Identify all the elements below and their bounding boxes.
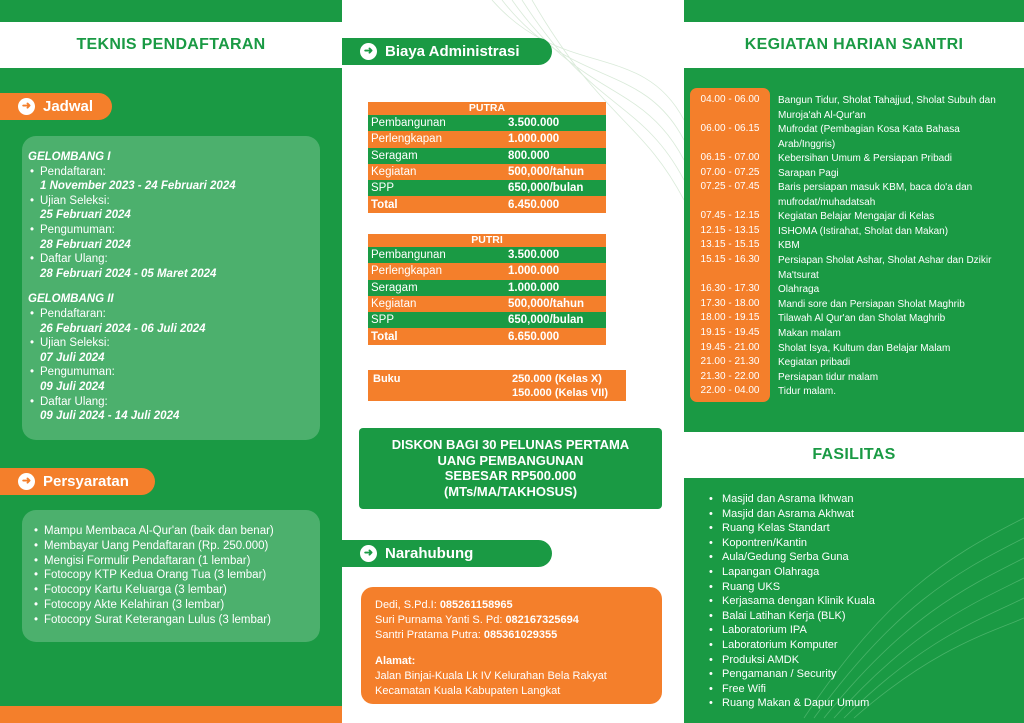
jadwal-item-date: 09 Juli 2024 - 14 Juli 2024 [40, 410, 180, 423]
kegiatan-row [690, 298, 1020, 313]
kegiatan-time: 16.30 - 17.30 [700, 283, 760, 294]
table-row [368, 115, 606, 131]
kegiatan-activity: Mufrodat (Pembagian Kosa Kata Bahasa Arab/Inggris) [778, 124, 960, 150]
kegiatan-activity: Bangun Tidur, Sholat Tahajjud, Sholat Subuh dan Muroja'ah Al-Qur'an [778, 95, 996, 121]
kegiatan-time: 06.15 - 07.00 [700, 152, 760, 163]
table-cell-value: 650,000/bulan [508, 314, 584, 327]
table-row [368, 247, 606, 263]
table-row [368, 312, 606, 328]
kegiatan-row [690, 371, 1020, 386]
fasilitas-item: • Ruang Kelas Standart [709, 521, 875, 536]
fasilitas-header [684, 432, 1024, 478]
alamat-label [375, 654, 662, 669]
table-row [368, 280, 606, 296]
kegiatan-row [690, 123, 1020, 152]
jadwal-pill [0, 93, 112, 120]
kegiatan-time: 17.30 - 18.00 [700, 298, 760, 309]
table-row [368, 164, 606, 180]
kegiatan-activity: ISHOMA (Istirahat, Sholat dan Makan) [778, 226, 949, 237]
jadwal-item-label: • Pendaftaran: [28, 165, 320, 180]
arrow-right-icon: ➜ [360, 545, 377, 562]
table-cell-value: 1.000.000 [508, 281, 560, 294]
alamat-line: Jalan Binjai-Kuala Lk IV Kelurahan Bela Rakyat [375, 670, 607, 682]
arrow-right-icon: ➜ [18, 473, 35, 490]
alamat-line: Kecamatan Kuala Kabupaten Langkat [375, 685, 561, 697]
table-cell-label: Perlengkapan [371, 133, 442, 146]
kegiatan-time: 18.00 - 19.15 [700, 312, 760, 323]
kontak-name: Suri Purnama Yanti S. Pd: [375, 614, 506, 626]
kontak-line [375, 628, 662, 643]
kegiatan-time: 04.00 - 06.00 [700, 94, 760, 105]
table-cell-value: 500,000/tahun [508, 298, 585, 311]
arrow-right-icon: ➜ [360, 43, 377, 60]
table-cell-value: 1.000.000 [508, 265, 560, 278]
kegiatan-row [690, 312, 1020, 327]
table-header: PUTRA [368, 102, 606, 115]
table-cell-value: 800.000 [508, 149, 550, 162]
kegiatan-time: 07.45 - 12.15 [700, 210, 760, 221]
table-row [368, 196, 606, 212]
table-cell-value: 3.500.000 [508, 117, 560, 130]
fasilitas-item: • Laboratorium IPA [709, 623, 875, 638]
kegiatan-time: 21.00 - 21.30 [700, 356, 760, 367]
kegiatan-activity: Kegiatan Belajar Mengajar di Kelas [778, 211, 935, 222]
table-cell-label: Seragam [371, 149, 418, 162]
table-row [368, 328, 606, 344]
fasilitas-item: • Balai Latihan Kerja (BLK) [709, 609, 875, 624]
kontak-phone: 085361029355 [483, 629, 558, 641]
buku-label: Buku [373, 373, 401, 385]
table-cell-value: 650,000/bulan [508, 182, 584, 195]
biaya-label: Biaya Administrasi [385, 43, 520, 60]
jadwal-item-label: • Ujian Seleksi: [28, 194, 320, 209]
putra-table [368, 102, 606, 213]
table-row [368, 296, 606, 312]
jadwal-box [22, 136, 320, 440]
persyaratan-label: Persyaratan [43, 473, 129, 490]
jadwal-item-label: • Daftar Ulang: [28, 395, 320, 410]
kegiatan-activity: Baris persiapan masuk KBM, baca do'a dan mufrodat/muhadatsah [778, 182, 973, 208]
diskon-line: (MTs/MA/TAKHOSUS) [443, 483, 578, 499]
persyaratan-item: • Fotocopy KTP Kedua Orang Tua (3 lembar) [32, 568, 320, 583]
biaya-pill [342, 38, 552, 65]
kegiatan-row [690, 210, 1020, 225]
kontak-name: Dedi, S.Pd.I: [375, 599, 440, 611]
kegiatan-activity: Olahraga [778, 284, 820, 295]
buku-value-vii: 150.000 (Kelas VII) [512, 387, 609, 399]
table-row [368, 180, 606, 196]
kegiatan-row [690, 385, 1020, 400]
teknis-title: TEKNIS PENDAFTARAN [76, 36, 266, 53]
kegiatan-row [690, 167, 1020, 182]
fasilitas-title: FASILITAS [812, 446, 896, 463]
jadwal-item-date: 1 November 2023 - 24 Februari 2024 [40, 180, 236, 193]
kegiatan-activity: Persiapan Sholat Ashar, Sholat Ashar dan Dzikir Ma'tsurat [778, 255, 992, 281]
persyaratan-item: • Fotocopy Surat Keterangan Lulus (3 lembar) [32, 613, 320, 628]
kegiatan-time: 19.45 - 21.00 [700, 342, 760, 353]
kegiatan-time: 06.00 - 06.15 [700, 123, 760, 134]
table-cell-value: 500,000/tahun [508, 166, 585, 179]
table-row [368, 263, 606, 279]
kegiatan-time: 07.00 - 07.25 [700, 167, 760, 178]
table-cell-label: Kegiatan [371, 166, 417, 179]
kegiatan-activity: Persiapan tidur malam [778, 372, 879, 383]
fasilitas-item: • Aula/Gedung Serba Guna [709, 550, 875, 565]
fasilitas-item: • Kerjasama dengan Klinik Kuala [709, 594, 875, 609]
table-cell-label: Seragam [371, 281, 418, 294]
kegiatan-row [690, 239, 1020, 254]
buku-box [368, 370, 626, 401]
kegiatan-row [690, 254, 1020, 283]
fasilitas-item: • Laboratorium Komputer [709, 638, 875, 653]
table-cell-label: SPP [371, 182, 395, 195]
persyaratan-item: • Mengisi Formulir Pendaftaran (1 lembar) [32, 554, 320, 569]
jadwal-item-label: • Pengumuman: [28, 223, 320, 238]
kontak-box [361, 587, 662, 704]
kegiatan-row [690, 181, 1020, 210]
fasilitas-list [709, 492, 875, 711]
kontak-line [375, 598, 662, 613]
diskon-line: DISKON BAGI 30 PELUNAS PERTAMA [391, 437, 630, 452]
kegiatan-row [690, 356, 1020, 371]
panel-teknis [0, 0, 342, 723]
table-row [368, 131, 606, 147]
kegiatan-time: 22.00 - 04.00 [700, 385, 760, 396]
arrow-right-icon: ➜ [18, 98, 35, 115]
jadwal-item-date: 28 Februari 2024 - 05 Maret 2024 [40, 267, 217, 280]
persyaratan-item: • Mampu Membaca Al-Qur'an (baik dan benar) [32, 524, 320, 539]
persyaratan-pill [0, 468, 155, 495]
kegiatan-time: 12.15 - 13.15 [700, 225, 760, 236]
persyaratan-item: • Fotocopy Akte Kelahiran (3 lembar) [32, 598, 320, 613]
kegiatan-activity: Tidur malam. [778, 386, 836, 397]
narahubung-pill [342, 540, 552, 567]
table-cell-label: Total [371, 330, 398, 343]
table-cell-value: 3.500.000 [508, 249, 560, 262]
fasilitas-item: • Free Wifi [709, 682, 875, 697]
table-cell-label: SPP [371, 314, 395, 327]
fasilitas-item: • Pengamanan / Security [709, 667, 875, 682]
alamat-label-text: Alamat: [375, 655, 416, 667]
kegiatan-row [690, 283, 1020, 298]
diskon-line: SEBESAR RP500.000 [444, 468, 577, 483]
kegiatan-activity: Makan malam [778, 328, 841, 339]
jadwal-item-date: 28 Februari 2024 [40, 238, 131, 251]
gelombang-title: GELOMBANG I [28, 151, 111, 163]
fasilitas-item: • Produksi AMDK [709, 653, 875, 668]
kegiatan-row [690, 225, 1020, 240]
bottom-strip [0, 706, 342, 723]
table-cell-label: Perlengkapan [371, 265, 442, 278]
persyaratan-item: • Membayar Uang Pendaftaran (Rp. 250.000) [32, 539, 320, 554]
spacer [28, 281, 320, 292]
persyaratan-box [22, 510, 320, 642]
fasilitas-item: • Kopontren/Kantin [709, 536, 875, 551]
narahubung-label: Narahubung [385, 545, 474, 562]
kegiatan-activity: Sarapan Pagi [778, 168, 839, 179]
buku-value-x: 250.000 (Kelas X) [512, 373, 602, 385]
fasilitas-item: • Masjid dan Asrama Akhwat [709, 507, 875, 522]
kegiatan-time: 19.15 - 19.45 [700, 327, 760, 338]
table-cell-label: Pembangunan [371, 117, 446, 130]
top-strip [0, 0, 342, 22]
table-cell-value: 1.000.000 [508, 133, 560, 146]
kegiatan-activity: Sholat Isya, Kultum dan Belajar Malam [778, 343, 951, 354]
kegiatan-row [690, 342, 1020, 357]
kegiatan-activity: KBM [778, 240, 800, 251]
jadwal-item-date: 07 Juli 2024 [40, 351, 105, 364]
fasilitas-item: • Ruang UKS [709, 580, 875, 595]
fasilitas-item: • Masjid dan Asrama Ikhwan [709, 492, 875, 507]
table-cell-label: Total [371, 198, 398, 211]
kegiatan-row [690, 152, 1020, 167]
kontak-phone: 085261158965 [439, 599, 513, 611]
putri-table [368, 234, 606, 345]
kegiatan-row [690, 94, 1020, 123]
table-cell-label: Kegiatan [371, 298, 417, 311]
teknis-header [0, 22, 342, 68]
table-row [368, 148, 606, 164]
kontak-line [375, 613, 662, 628]
kegiatan-time: 15.15 - 16.30 [700, 254, 760, 265]
kegiatan-time: 13.15 - 15.15 [700, 239, 760, 250]
kegiatan-activity: Kebersihan Umum & Persiapan Pribadi [778, 153, 952, 164]
kontak-name: Santri Pratama Putra: [375, 629, 484, 641]
kegiatan-time: 21.30 - 22.00 [700, 371, 760, 382]
jadwal-item-label: • Pendaftaran: [28, 307, 320, 322]
fasilitas-item: • Ruang Makan & Dapur Umum [709, 696, 875, 711]
fasilitas-item: • Lapangan Olahraga [709, 565, 875, 580]
kegiatan-header [684, 22, 1024, 68]
persyaratan-item: • Fotocopy Kartu Keluarga (3 lembar) [32, 583, 320, 598]
kegiatan-title: KEGIATAN HARIAN SANTRI [744, 36, 964, 53]
kegiatan-row [690, 327, 1020, 342]
jadwal-item-date: 26 Februari 2024 - 06 Juli 2024 [40, 322, 206, 335]
jadwal-item-label: • Pengumuman: [28, 365, 320, 380]
jadwal-item-date: 25 Februari 2024 [40, 209, 131, 222]
kegiatan-time: 07.25 - 07.45 [700, 181, 760, 192]
kegiatan-activity: Kegiatan pribadi [778, 357, 851, 368]
jadwal-item-date: 09 Juli 2024 [40, 380, 105, 393]
jadwal-item-label: • Daftar Ulang: [28, 252, 320, 267]
kontak-phone: 082167325694 [505, 614, 579, 626]
table-header: PUTRI [368, 234, 606, 247]
diskon-line: UANG PEMBANGUNAN [437, 452, 584, 468]
table-cell-label: Pembangunan [371, 249, 446, 262]
jadwal-item-label: • Ujian Seleksi: [28, 336, 320, 351]
table-cell-value: 6.650.000 [508, 330, 560, 343]
kegiatan-activity: Tilawah Al Qur'an dan Sholat Maghrib [778, 313, 946, 324]
diskon-box [359, 428, 662, 509]
table-cell-value: 6.450.000 [508, 198, 560, 211]
jadwal-label: Jadwal [43, 98, 94, 115]
gelombang-title: GELOMBANG II [28, 293, 114, 306]
kegiatan-activity: Mandi sore dan Persiapan Sholat Maghrib [778, 299, 965, 310]
